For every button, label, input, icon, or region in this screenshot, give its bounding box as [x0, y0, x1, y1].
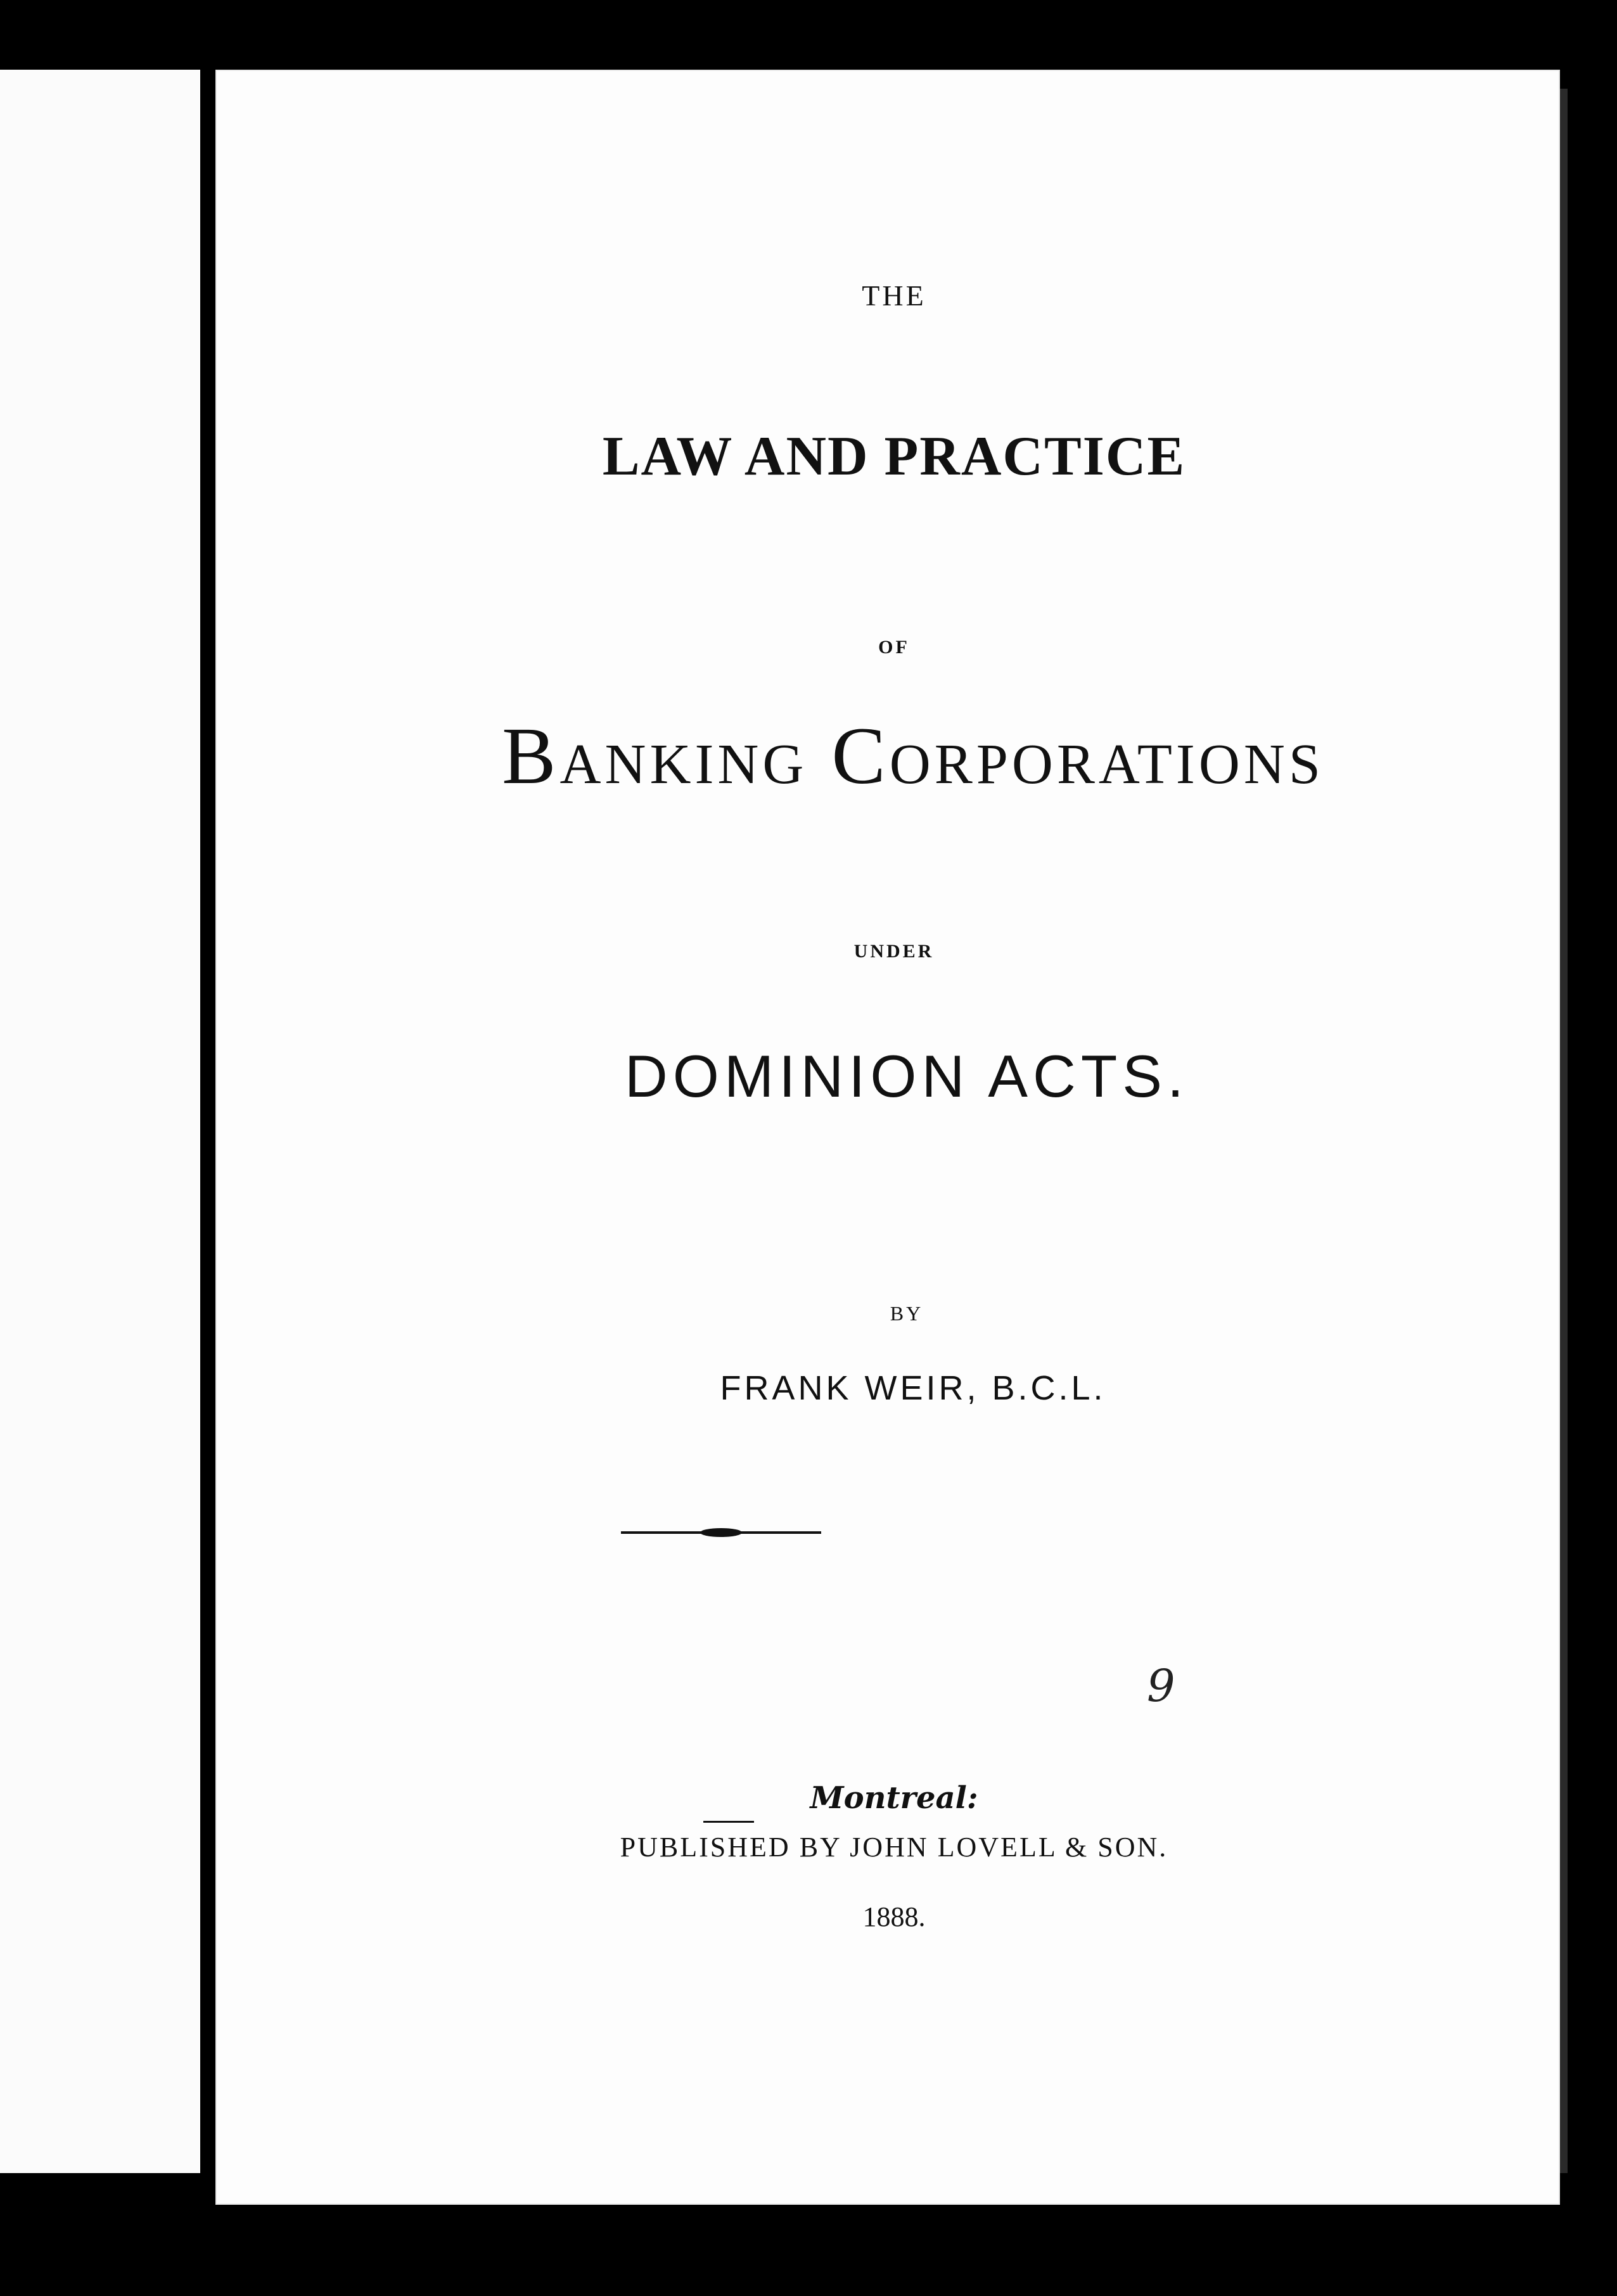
imprint-year: 1888. — [862, 1901, 926, 1932]
title-under: UNDER — [853, 941, 935, 962]
byline-by: BY — [890, 1302, 924, 1325]
title-of: OF — [878, 637, 910, 658]
facing-page-left — [0, 70, 200, 2173]
year-underline — [703, 1821, 754, 1823]
imprint-place: Montreal: — [810, 1780, 978, 1816]
title-the: THE — [862, 279, 926, 312]
author-name: FRANK WEIR, B.C.L. — [720, 1369, 1106, 1407]
imprint-publisher: PUBLISHED BY JOHN LOVELL & SON. — [620, 1832, 1168, 1863]
title-page — [215, 70, 1560, 2205]
title-law-and-practice: LAW AND PRACTICE — [602, 426, 1186, 487]
handwritten-number: 9 — [1147, 1660, 1175, 1712]
ornamental-rule-center — [700, 1528, 742, 1537]
title-dominion-acts: DOMINION ACTS. — [624, 1043, 1189, 1109]
title-banking-corporations: Banking Corporations — [502, 711, 1324, 801]
